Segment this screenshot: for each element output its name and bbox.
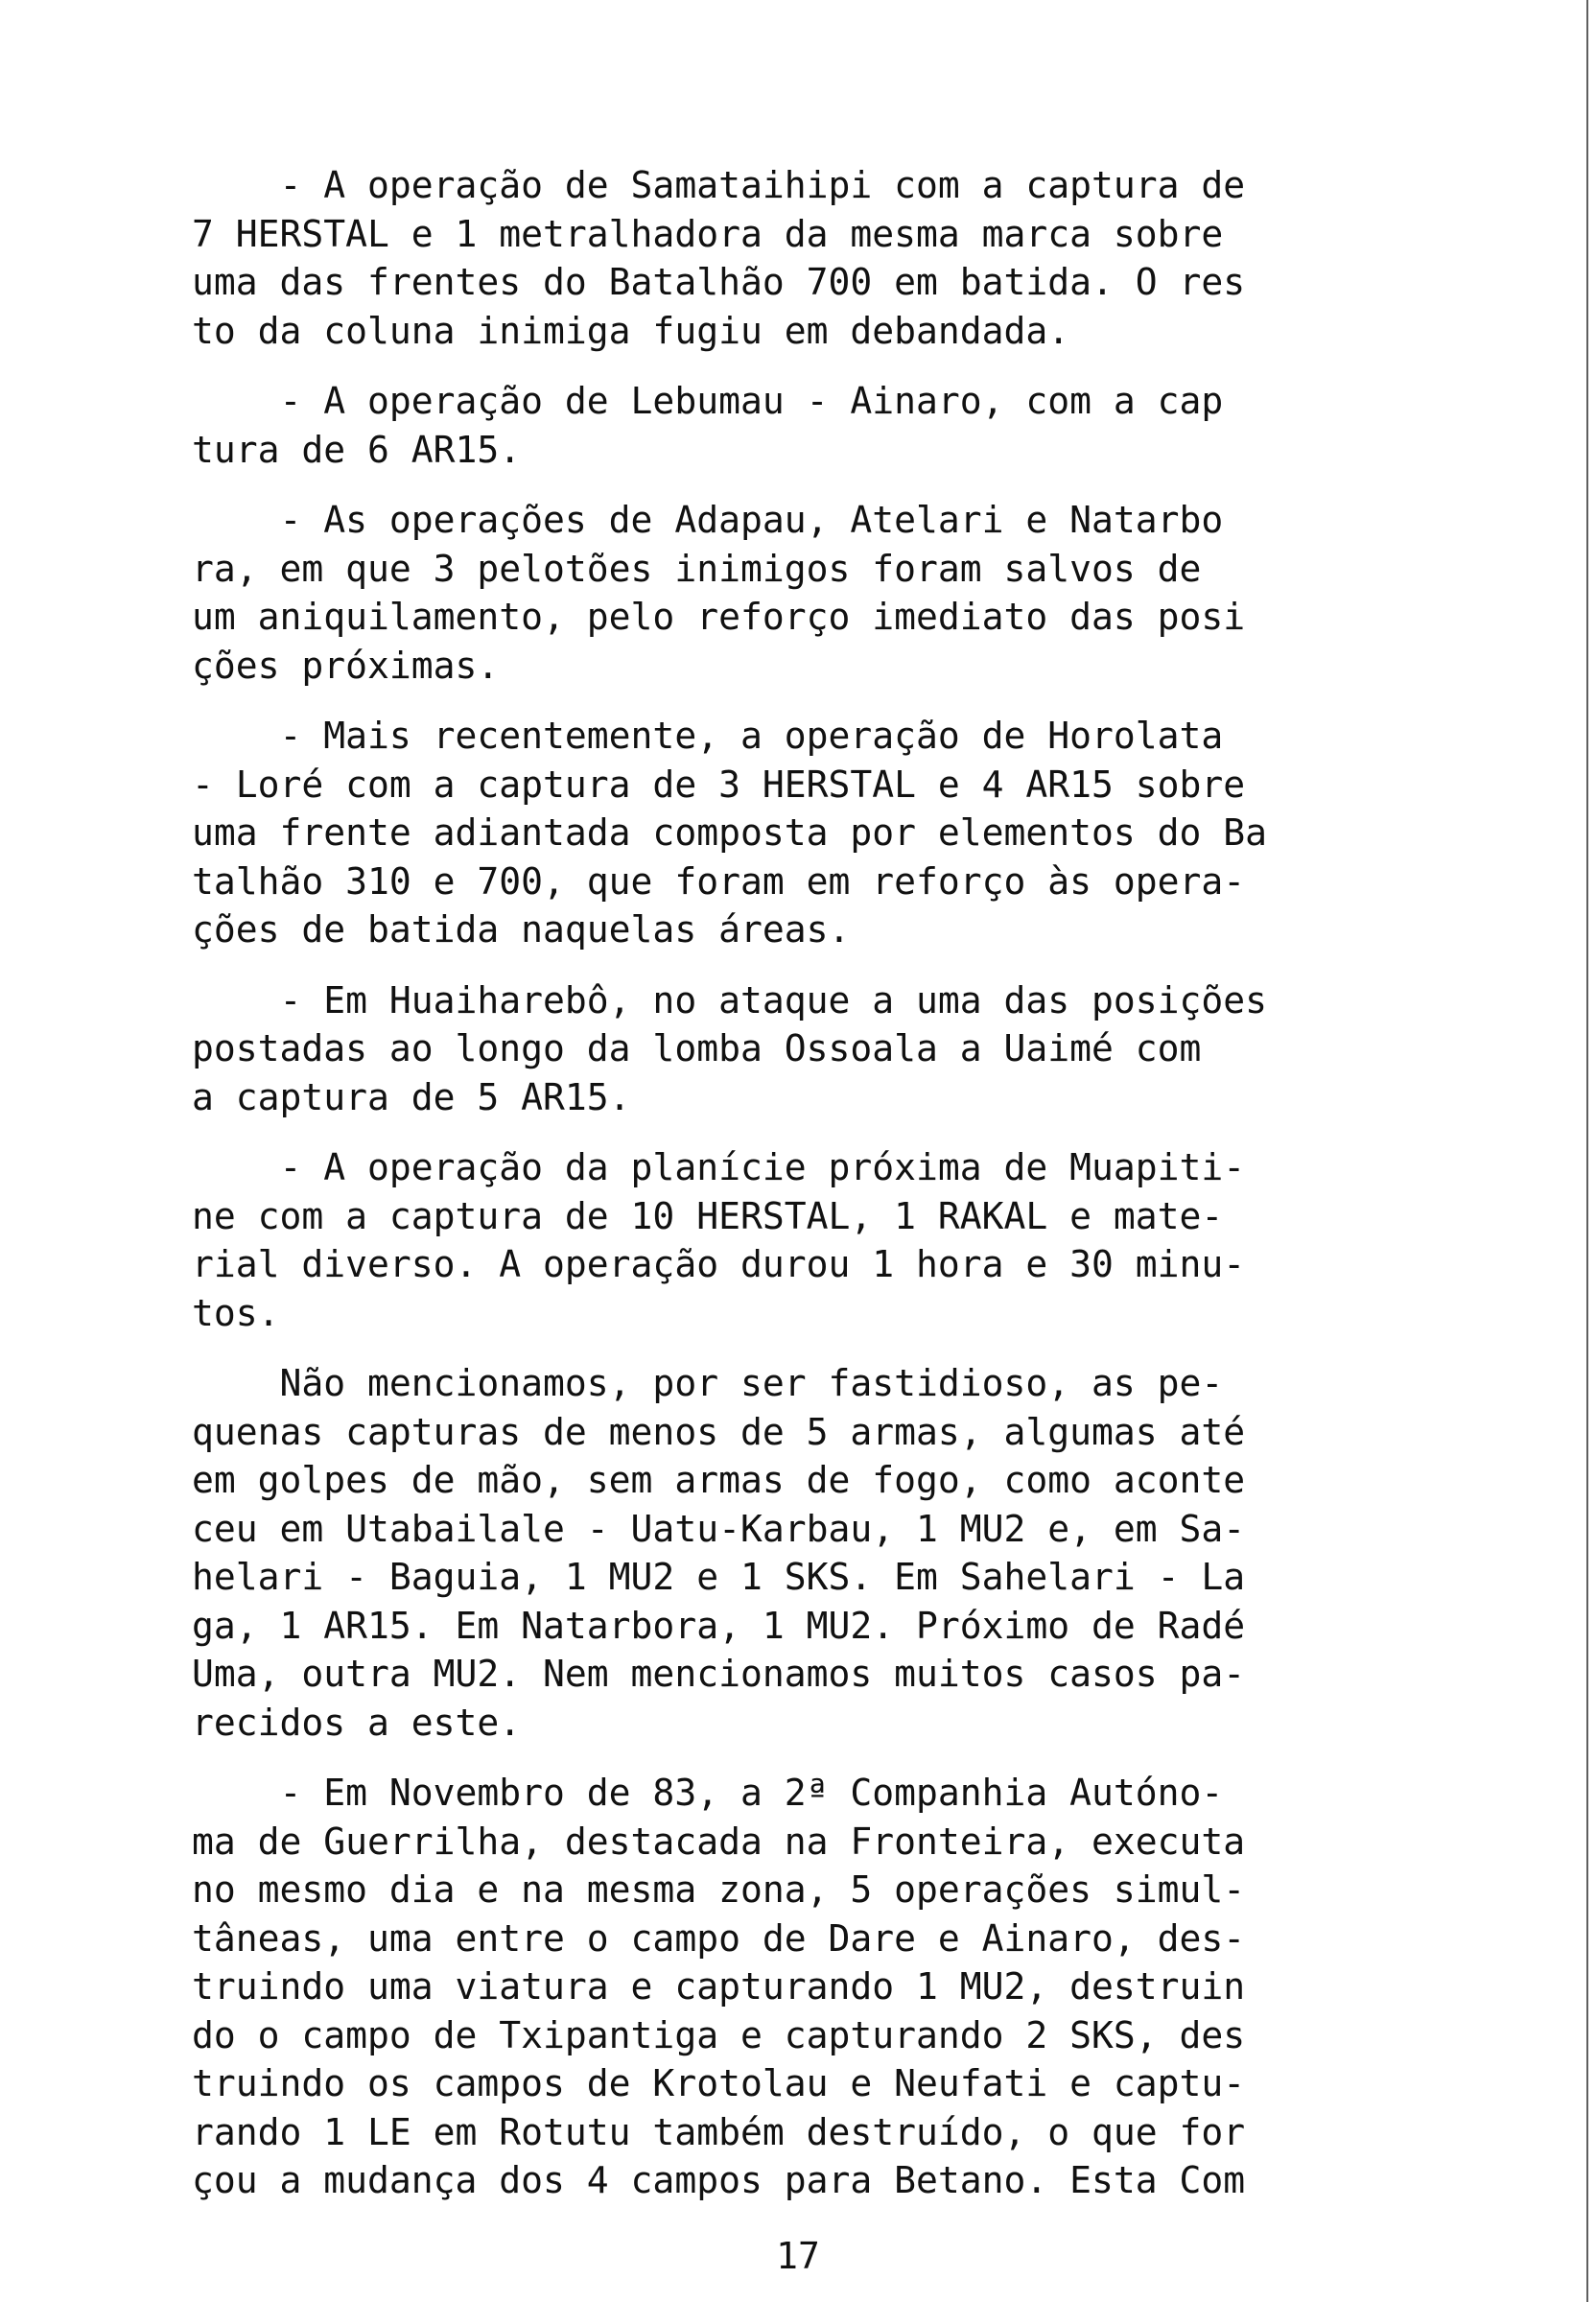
page-edge-line: [1586, 0, 1588, 2302]
paragraph: [192, 496, 1458, 690]
paragraph: [192, 1359, 1458, 1747]
text-line: tos.: [192, 1291, 280, 1334]
text-line: to da coluna inimiga fugiu em debandada.: [192, 309, 1070, 352]
text-line: helari - Baguia, 1 MU2 e 1 SKS. Em Sahelari - La: [192, 1556, 1246, 1598]
text-line: - Em Novembro de 83, a 2ª Companhia Autóno-: [192, 1772, 1224, 1814]
text-line: truindo uma viatura e capturando 1 MU2, destruin: [192, 1965, 1246, 2008]
text-line: ne com a captura de 10 HERSTAL, 1 RAKAL e mate-: [192, 1194, 1224, 1237]
text-line: - Em Huaiharebô, no ataque a uma das posições: [192, 978, 1268, 1022]
paragraph: [192, 976, 1458, 1122]
text-line: talhão 310 e 700, que foram em reforço às opera-: [192, 859, 1246, 903]
text-line: uma das frentes do Batalhão 700 em batida. O res: [192, 261, 1246, 303]
text-line: um aniquilamento, pelo reforço imediato das posi: [192, 596, 1246, 638]
paragraph: [192, 712, 1458, 954]
paragraph: [192, 1769, 1458, 2205]
text-line: - A operação da planície próxima de Muapiti-: [192, 1146, 1246, 1188]
text-line: rando 1 LE em Rotutu também destruído, o que for: [192, 2110, 1246, 2153]
text-line: a captura de 5 AR15.: [192, 1075, 631, 1118]
text-line: no mesmo dia e na mesma zona, 5 operações simul-: [192, 1868, 1246, 1911]
paragraph: [192, 161, 1458, 355]
text-line: tâneas, uma entre o campo de Dare e Ainaro, des-: [192, 1916, 1246, 1960]
text-line: çou a mudança dos 4 campos para Betano. Esta Com: [192, 2159, 1246, 2201]
text-line: uma frente adiantada composta por elementos do Ba: [192, 811, 1268, 854]
text-line: ceu em Utabailale - Uatu-Karbau, 1 MU2 e, em Sa-: [192, 1507, 1246, 1550]
text-line: - A operação de Lebumau - Ainaro, com a cap: [192, 380, 1224, 422]
text-line: rial diverso. A operação durou 1 hora e 30 minu-: [192, 1243, 1246, 1285]
text-line: recidos a este.: [192, 1701, 522, 1744]
text-line: do o campo de Txipantiga e capturando 2 SKS, des: [192, 2013, 1246, 2056]
text-line: - Loré com a captura de 3 HERSTAL e 4 AR15 sobre: [192, 763, 1246, 806]
text-line: 7 HERSTAL e 1 metralhadora da mesma marca sobre: [192, 212, 1224, 255]
text-line: ções de batida naquelas áreas.: [192, 908, 851, 951]
body-text: [192, 161, 1458, 2227]
text-line: - Mais recentemente, a operação de Horolata: [192, 715, 1224, 757]
text-line: quenas capturas de menos de 5 armas, algumas até: [192, 1410, 1246, 1453]
text-line: ma de Guerrilha, destacada na Fronteira, executa: [192, 1820, 1246, 1863]
text-line: ra, em que 3 pelotões inimigos foram salvos de: [192, 547, 1202, 590]
text-line: ga, 1 AR15. Em Natarbora, 1 MU2. Próximo de Radé: [192, 1604, 1246, 1647]
paragraph: [192, 1143, 1458, 1337]
page-number: 17: [776, 2235, 820, 2277]
paragraph: [192, 377, 1458, 474]
text-line: - A operação de Samataihipi com a captura de: [192, 164, 1246, 206]
text-line: tura de 6 AR15.: [192, 428, 522, 471]
text-line: postadas ao longo da lomba Ossoala a Uaimé com: [192, 1027, 1202, 1069]
text-line: ções próximas.: [192, 644, 500, 687]
text-line: truindo os campos de Krotolau e Neufati e captu-: [192, 2062, 1246, 2104]
text-line: - As operações de Adapau, Atelari e Natarbo: [192, 499, 1224, 541]
text-line: Uma, outra MU2. Nem mencionamos muitos casos pa-: [192, 1653, 1246, 1695]
text-line: em golpes de mão, sem armas de fogo, como aconte: [192, 1459, 1246, 1501]
text-line: Não mencionamos, por ser fastidioso, as pe-: [192, 1362, 1224, 1404]
